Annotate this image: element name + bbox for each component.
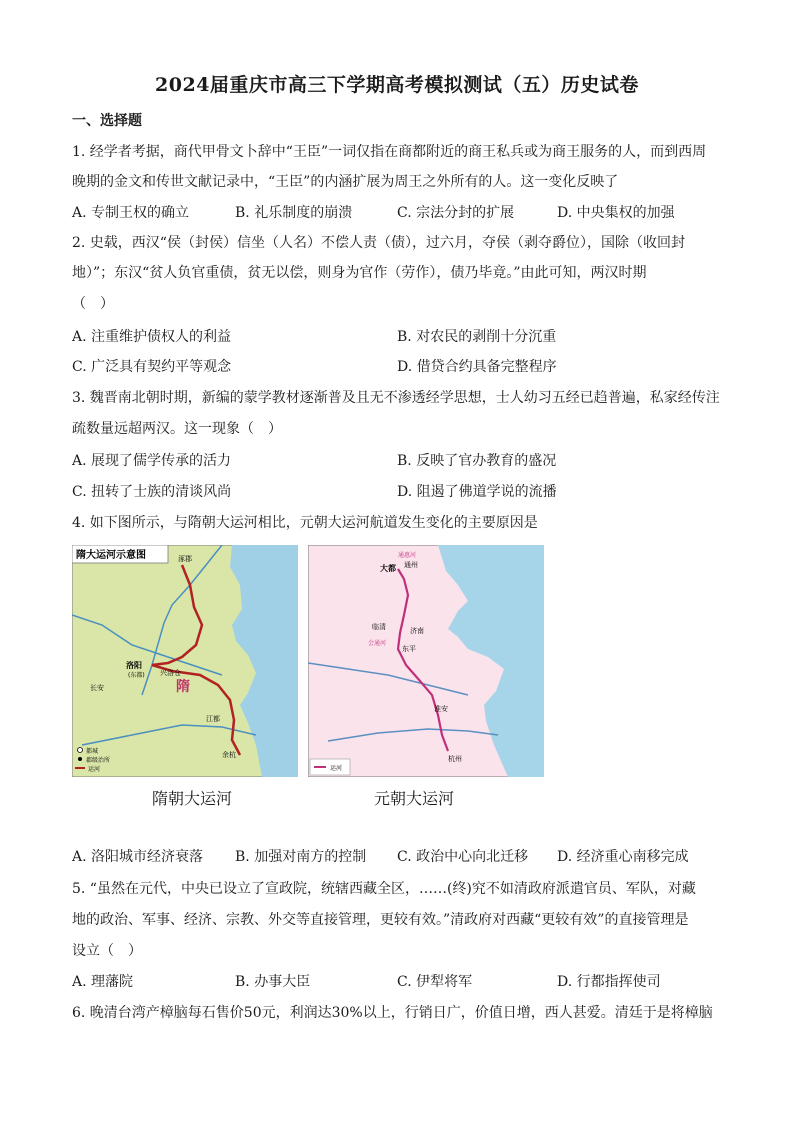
yuan-city-jinan: 济南 bbox=[410, 627, 424, 635]
q2-option-c[interactable]: C. 广泛具有契约平等观念 bbox=[72, 359, 232, 375]
yuan-city-huaian: 淮安 bbox=[434, 705, 448, 713]
q4-line-1: 4. 如下图所示，与隋朝大运河相比，元朝大运河航道发生变化的主要原因是 bbox=[72, 515, 538, 531]
q5-line-3: 设立（ ） bbox=[72, 943, 142, 959]
q2-option-d[interactable]: D. 借贷合约具备完整程序 bbox=[397, 359, 557, 375]
sui-city-yuhang: 余杭 bbox=[222, 751, 236, 759]
q2-line-1: 2. 史载，西汉“侯（封侯）信坐（人名）不偿人责（债），过六月，夺侯（剥夺爵位），国除（收回封 bbox=[72, 235, 685, 251]
q1-option-d[interactable]: D. 中央集权的加强 bbox=[557, 205, 675, 221]
sui-canal-map bbox=[72, 545, 298, 777]
q1-option-c[interactable]: C. 宗法分封的扩展 bbox=[397, 205, 515, 221]
exam-title: 2024届重庆市高三下学期高考模拟测试（五）历史试卷 bbox=[155, 74, 639, 96]
q4-option-b[interactable]: B. 加强对南方的控制 bbox=[235, 849, 367, 865]
sui-city-zhuojun: 涿郡 bbox=[178, 555, 192, 563]
q3-option-d[interactable]: D. 阻遏了佛道学说的流播 bbox=[397, 484, 557, 500]
section-heading: 一、选择题 bbox=[72, 113, 142, 129]
yuan-map-caption: 元朝大运河 bbox=[374, 789, 455, 808]
q1-line-1: 1. 经学者考据，商代甲骨文卜辞中“王臣”一词仅指在商都附近的商王私兵或为商王服务的人，而到西周 bbox=[72, 144, 707, 160]
q4-option-c[interactable]: C. 政治中心向北迁移 bbox=[397, 849, 529, 865]
q3-option-b[interactable]: B. 反映了官办教育的盛况 bbox=[397, 453, 557, 469]
sui-legend-canal: 运河 bbox=[88, 766, 101, 773]
yuan-city-linqing: 临清 bbox=[372, 623, 386, 631]
sui-map-caption: 隋朝大运河 bbox=[152, 789, 233, 808]
yuan-city-hangzhou: 杭州 bbox=[448, 755, 462, 763]
yuan-city-dadu: 大都 bbox=[380, 564, 396, 573]
q6-line-1: 6. 晚清台湾产樟脑每石售价50元，利润达30%以上，行销日广，价值日增，西人甚爱。清廷于是将樟脑 bbox=[72, 1005, 713, 1021]
sui-dynasty-label: 隋 bbox=[176, 679, 190, 695]
sui-city-jiangdu: 江都 bbox=[206, 715, 220, 723]
q3-option-a[interactable]: A. 展现了儒学传承的活力 bbox=[72, 453, 232, 469]
yuan-label-huitonghe: 会通河 bbox=[368, 640, 387, 647]
q2-option-a[interactable]: A. 注重维护债权人的利益 bbox=[72, 329, 232, 345]
sui-city-luoyang: 洛阳 bbox=[126, 661, 142, 670]
q5-line-2: 地的政治、军事、经济、宗教、外交等直接管理，更较有效。”清政府对西藏“更较有效”的直接管理是 bbox=[72, 912, 689, 928]
yuan-map-legend bbox=[310, 759, 350, 775]
sui-legend-capital: 都城 bbox=[86, 748, 99, 755]
q3-option-c[interactable]: C. 扭转了士族的清谈风尚 bbox=[72, 484, 232, 500]
sui-map-header: 隋大运河示意图 bbox=[76, 550, 146, 561]
q5-option-b[interactable]: B. 办事大臣 bbox=[235, 974, 311, 990]
q5-option-a[interactable]: A. 理藩院 bbox=[72, 974, 134, 990]
yuan-legend-canal: 运河 bbox=[330, 765, 343, 772]
yuan-canal-map bbox=[308, 545, 544, 777]
q3-line-2: 疏数量远超两汉。这一现象（ ） bbox=[72, 421, 282, 437]
q3-line-1: 3. 魏晋南北朝时期，新编的蒙学教材逐渐普及且无不渗透经学思想，士人幼习五经已趋普遍，私家经传注 bbox=[72, 390, 720, 406]
q2-option-b[interactable]: B. 对农民的剥削十分沉重 bbox=[397, 329, 557, 345]
sui-city-changan: 长安 bbox=[90, 684, 104, 692]
q5-option-c[interactable]: C. 伊犁将军 bbox=[397, 974, 473, 990]
q5-line-1: 5. “虽然在元代，中央已设立了宣政院，统辖西藏全区，……(终)究不如清政府派遣官员、军队，对藏 bbox=[72, 881, 696, 897]
q4-option-d[interactable]: D. 经济重心南移完成 bbox=[557, 849, 689, 865]
sui-city-xingluocang: 兴洛仓 bbox=[160, 669, 181, 677]
yuan-label-tonghuihe: 通惠河 bbox=[398, 552, 417, 559]
q2-line-2: 地）”；东汉“贫人负官重债，贫无以偿，则身为官作（劳作），债乃毕竟。”由此可知，两汉时期 bbox=[72, 265, 647, 281]
sui-legend-prefecture: 郡级治所 bbox=[86, 757, 111, 764]
yuan-city-tongzhou: 通州 bbox=[404, 561, 418, 569]
sui-legend-capital-icon bbox=[78, 748, 83, 753]
q1-option-a[interactable]: A. 专制王权的确立 bbox=[72, 205, 190, 221]
q4-option-a[interactable]: A. 洛阳城市经济衰落 bbox=[72, 849, 204, 865]
sui-city-dongdu: (东都) bbox=[128, 672, 145, 679]
q5-option-d[interactable]: D. 行都指挥使司 bbox=[557, 974, 661, 990]
sui-legend-prefecture-icon bbox=[78, 757, 82, 761]
q1-line-2: 晚期的金文和传世文献记录中，“王臣”的内涵扩展为周王之外所有的人。这一变化反映了 bbox=[72, 174, 619, 190]
q2-line-3: （ ） bbox=[72, 296, 114, 312]
q1-option-b[interactable]: B. 礼乐制度的崩溃 bbox=[235, 205, 353, 221]
yuan-city-dongping: 东平 bbox=[402, 645, 416, 653]
